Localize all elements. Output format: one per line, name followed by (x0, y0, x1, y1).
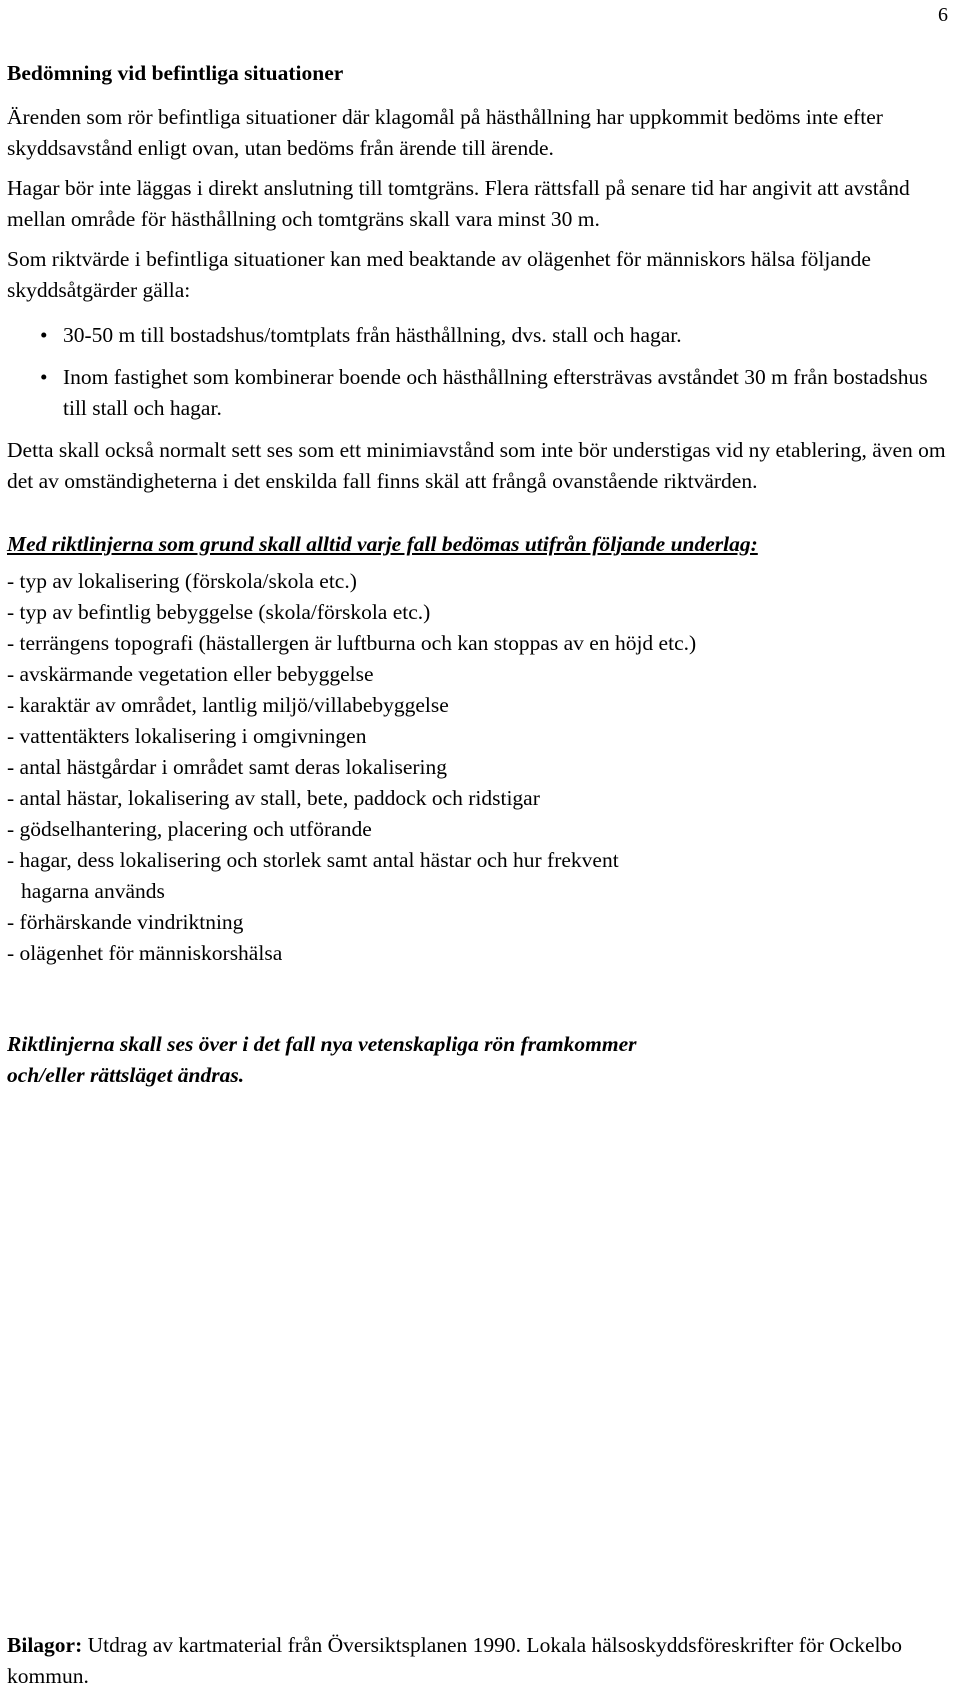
list-item (7, 362, 952, 424)
protective-measures-list (7, 320, 952, 424)
list-item-text: Inom fastighet som kombinerar boende och hästhållning eftersträvas avståndet 30 m från bostadshus till stall och hagar. (63, 365, 928, 420)
list-item: - terrängens topografi (hästallergen är luftburna och kan stoppas av en höjd etc.) (7, 631, 697, 655)
list-item: - gödselhantering, placering och utförande (7, 817, 372, 841)
list-item: - hagar, dess lokalisering och storlek samt antal hästar och hur frekvent (7, 848, 619, 872)
list-item: - avskärmande vegetation eller bebyggelse (7, 662, 374, 686)
bullet-icon: • (40, 365, 48, 389)
paragraph-guideline-values: Som riktvärde i befintliga situationer kan med beaktande av olägenhet för människors hälsa följande skyddsåtgärder gälla: (7, 247, 871, 302)
list-item: - antal hästgårdar i området samt deras lokalisering (7, 755, 447, 779)
assessment-basis-heading: Med riktlinjerna som grund skall alltid varje fall bedömas utifrån följande underlag: (7, 532, 758, 556)
list-item: - karaktär av området, lantlig miljö/villabebyggelse (7, 693, 449, 717)
bullet-icon: • (40, 323, 48, 347)
closing-note-line-1: Riktlinjerna skall ses över i det fall nya vetenskapliga rön framkommer (7, 1032, 637, 1056)
closing-note-line-2: och/eller rättsläget ändras. (7, 1063, 245, 1087)
assessment-criteria-list (7, 566, 952, 969)
section-heading: Bedömning vid befintliga situationer (7, 61, 344, 85)
list-item: - olägenhet för människorshälsa (7, 941, 283, 965)
document-body (7, 58, 952, 1091)
list-item: - typ av lokalisering (förskola/skola etc.) (7, 569, 357, 593)
paragraph-minimum-distance: Detta skall också normalt sett ses som ett minimiavstånd som inte bör understigas vid ny etablering, även om det av omständigheterna i det enskilda fall finns skäl att frångå ovanstående riktvärden. (7, 438, 946, 493)
paragraph-pasture-distance: Hagar bör inte läggas i direkt anslutning till tomtgräns. Flera rättsfall på senare tid har angivit att avstånd mellan område för hästhållning och tomtgräns skall vara minst 30 m. (7, 176, 910, 231)
list-item: - vattentäkters lokalisering i omgivningen (7, 724, 367, 748)
list-item (7, 320, 952, 351)
list-item-text: 30-50 m till bostadshus/tomtplats från hästhållning, dvs. stall och hagar. (63, 323, 682, 347)
page-number: 6 (938, 4, 948, 26)
attachments-text: Utdrag av kartmaterial från Översiktsplanen 1990. Lokala hälsoskyddsföreskrifter för Ockelbo kommun. (7, 1633, 902, 1688)
attachments (7, 1630, 947, 1692)
list-item-continuation: hagarna används (21, 879, 165, 903)
paragraph-existing-situations: Ärenden som rör befintliga situationer där klagomål på hästhållning har uppkommit bedöms inte efter skyddsavstånd enligt ovan, utan bedöms från ärende till ärende. (7, 105, 883, 160)
list-item: - förhärskande vindriktning (7, 910, 244, 934)
attachments-label: Bilagor: (7, 1633, 83, 1657)
list-item: - antal hästar, lokalisering av stall, bete, paddock och ridstigar (7, 786, 540, 810)
list-item: - typ av befintlig bebyggelse (skola/förskola etc.) (7, 600, 431, 624)
